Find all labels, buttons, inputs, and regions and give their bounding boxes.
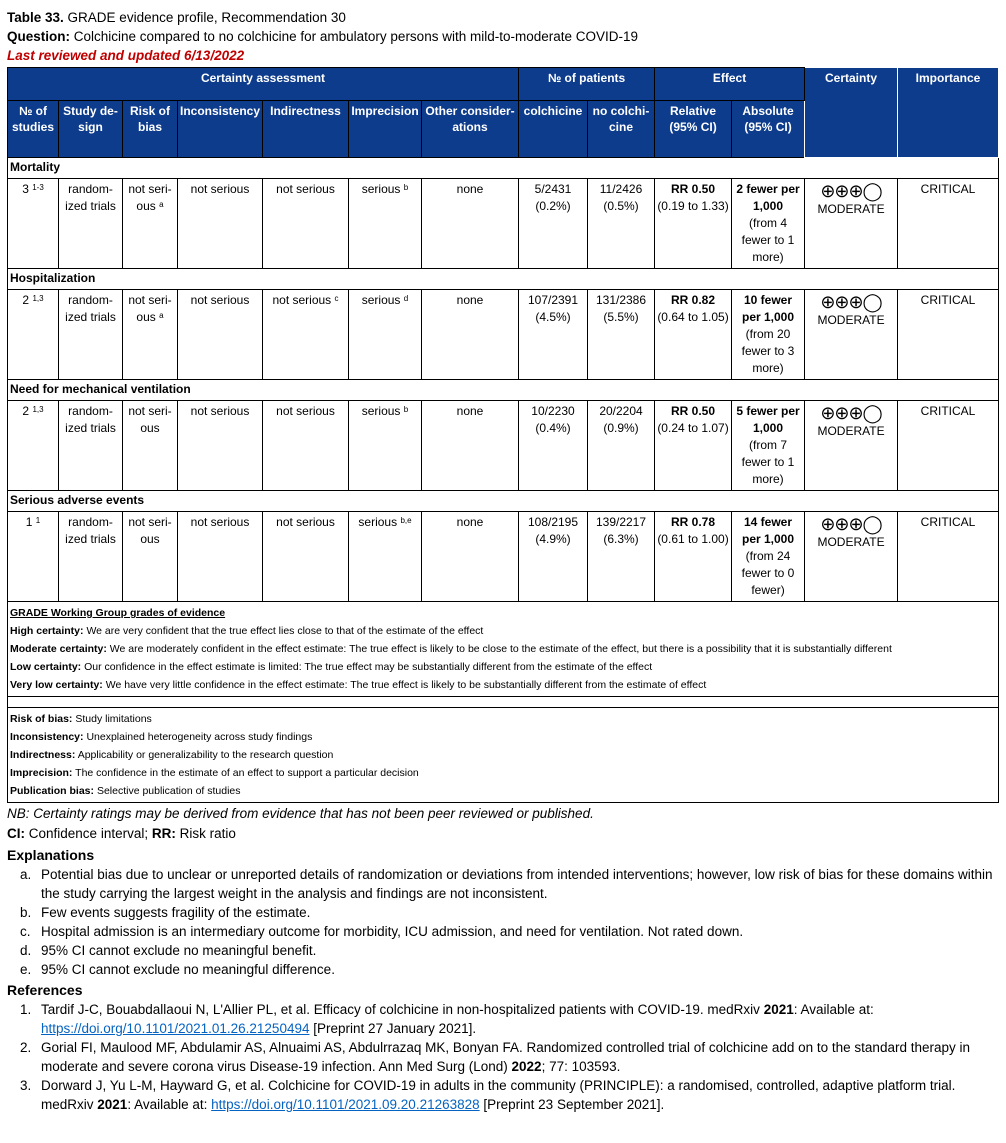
footnote-marker: c (334, 294, 339, 303)
study-design-cell (59, 290, 123, 380)
evidence-profile-table (7, 67, 999, 803)
reference-text: Gorial FI, Maulood MF, Abdulamir AS, Alnuaimi AS, Abdulrrazaq MK, Bonyan FA. Randomized controlled trial of colchicine add on to the standard therapy in moderate and severe corona virus Disease-19 infection. Ann Med Surg (Lond) (41, 1040, 970, 1074)
certainty-symbols-icon: ⊕⊕⊕◯ (820, 292, 882, 312)
grade-text: We are very confident that the true effect lies close to that of the estimate of the effect (86, 625, 484, 637)
reference-year: 2021 (97, 1097, 128, 1112)
table-row (8, 512, 999, 602)
study-design-cell-text: random-ized trials (65, 293, 116, 324)
header-colchicine: colchicine (519, 101, 588, 158)
grade-moderate (10, 640, 996, 658)
reference-doi-link[interactable]: https://doi.org/10.1101/2021.01.26.21250494 (41, 1021, 310, 1036)
study-design-cell (59, 512, 123, 602)
def-imprecision (10, 764, 996, 782)
inconsistency-cell (178, 512, 263, 602)
no-colchicine-cell-text: 20/2204 (0.9%) (599, 404, 643, 435)
colchicine-cell (519, 512, 588, 602)
imprecision-cell-text: serious (361, 404, 401, 418)
indirectness-cell (263, 512, 349, 602)
relative-rr: RR 0.78 (671, 515, 716, 529)
explanation-text: Potential bias due to unclear or unreported details of randomization or deviations from intended interventions; however, low risk of bias for these domains within the study carrying the largest weight in the analysis and findings are not inconsistent. (41, 867, 993, 901)
absolute-ci: (from 24 fewer to 0 fewer) (741, 549, 795, 597)
explanation-item (7, 941, 998, 960)
footnote-marker: a (159, 200, 164, 209)
def-text: Applicability or generalizability to the research question (77, 749, 334, 761)
n-studies-cell (8, 401, 59, 491)
reference-marker: 1. (20, 1002, 32, 1017)
inconsistency-cell-text: not serious (190, 293, 250, 307)
indirectness-cell-text: not serious (276, 515, 335, 529)
colchicine-cell-text: 107/2391 (4.5%) (527, 293, 579, 324)
inconsistency-cell-text: not serious (190, 182, 250, 196)
domain-definitions-box (8, 708, 999, 803)
grade-text: We are moderately confident in the effect estimate: The true effect is likely to be close to the estimate of the effect, but there is a possibility that it is substantially different (109, 643, 892, 655)
n-studies-cell-text: 1 (25, 515, 33, 529)
indirectness-cell-text: not serious (276, 182, 335, 196)
importance-cell (898, 512, 999, 602)
reference-item (7, 1038, 998, 1076)
header-effect: Effect (655, 68, 805, 101)
absolute-ci: (from 20 fewer to 3 more) (741, 327, 795, 375)
imprecision-cell (349, 179, 422, 269)
footnote-marker: a (159, 311, 164, 320)
explanation-marker: c. (20, 924, 31, 939)
certainty-symbols-icon: ⊕⊕⊕◯ (820, 403, 882, 423)
table-caption (7, 8, 998, 27)
importance-cell-text: CRITICAL (920, 404, 976, 418)
inconsistency-cell-text: not serious (190, 515, 250, 529)
relative-rr: RR 0.82 (671, 293, 716, 307)
explanation-text: Few events suggests fragility of the estimate. (41, 905, 311, 920)
header-imprecision: Imprecision (349, 101, 422, 158)
absolute-ci: (from 7 fewer to 1 more) (741, 438, 795, 486)
no-colchicine-cell-text: 139/2217 (6.3%) (595, 515, 647, 546)
relative-cell (655, 179, 732, 269)
colchicine-cell-text: 10/2230 (0.4%) (531, 404, 575, 435)
header-risk-of-bias: Risk of bias (123, 101, 178, 158)
no-colchicine-cell (588, 401, 655, 491)
reference-item (7, 1076, 998, 1114)
references-title: References (7, 982, 83, 998)
reference-detail: : Available at: (127, 1097, 208, 1112)
indirectness-cell (263, 179, 349, 269)
n-studies-cell-text: 3 (22, 182, 29, 196)
header-relative: Relative (95% CI) (655, 101, 732, 158)
reference-text: Tardif J-C, Bouabdallaoui N, L'Allier PL, et al. Efficacy of colchicine in non-hospitalized patients with COVID-19. medRxiv (41, 1002, 760, 1017)
indirectness-cell-text: not serious (276, 404, 335, 418)
absolute-cell (732, 401, 805, 491)
study-design-cell (59, 401, 123, 491)
certainty-symbols-icon: ⊕⊕⊕◯ (820, 514, 882, 534)
risk-of-bias-cell (123, 290, 178, 380)
no-colchicine-cell (588, 179, 655, 269)
reference-marker: 3. (20, 1078, 32, 1093)
reference-year: 2022 (511, 1059, 542, 1074)
explanations-list (7, 865, 998, 979)
header-importance: Importance (898, 68, 999, 158)
relative-ci: (0.19 to 1.33) (657, 199, 729, 213)
absolute-main: 2 fewer per 1,000 (736, 182, 800, 213)
inconsistency-cell-text: not serious (190, 404, 250, 418)
inconsistency-cell (178, 290, 263, 380)
colchicine-cell (519, 401, 588, 491)
grade-label: Moderate certainty: (10, 643, 107, 655)
reference-preprint-note: [Preprint 27 January 2021]. (313, 1021, 477, 1036)
reference-year: 2021 (763, 1002, 794, 1017)
relative-cell (655, 401, 732, 491)
def-label: Inconsistency: (10, 731, 84, 743)
risk-of-bias-cell (123, 179, 178, 269)
outcome-header-row (8, 491, 999, 512)
reviewed-date: Last reviewed and updated 6/13/2022 (7, 48, 245, 63)
references-list (7, 1000, 998, 1114)
indirectness-cell (263, 290, 349, 380)
n-studies-cell (8, 512, 59, 602)
imprecision-cell-text: serious (361, 182, 401, 196)
def-label: Imprecision: (10, 767, 73, 779)
table-label: Table 33. (7, 10, 64, 25)
outcome-name: Serious adverse events (8, 491, 999, 512)
outcome-header-row (8, 158, 999, 179)
header-absolute: Absolute (95% CI) (732, 101, 805, 158)
explanation-text: 95% CI cannot exclude no meaningful benefit. (41, 943, 317, 958)
certainty-cell (805, 512, 898, 602)
footnote-marker: 1 (35, 516, 41, 525)
grade-text: Our confidence in the effect estimate is limited: The true effect may be substantially different from the estimate of the effect (84, 661, 653, 673)
question-label: Question: (7, 29, 70, 44)
indirectness-cell-text: not serious (272, 293, 332, 307)
other-considerations-cell-text: none (456, 404, 484, 418)
colchicine-cell (519, 179, 588, 269)
outcome-header-row (8, 269, 999, 290)
imprecision-cell (349, 401, 422, 491)
relative-cell (655, 290, 732, 380)
inconsistency-cell (178, 179, 263, 269)
inconsistency-cell (178, 401, 263, 491)
relative-ci: (0.24 to 1.07) (657, 421, 729, 435)
n-studies-cell-text: 2 (22, 293, 30, 307)
table-row (8, 179, 999, 269)
explanation-marker: d. (20, 943, 32, 958)
colchicine-cell (519, 290, 588, 380)
no-colchicine-cell (588, 290, 655, 380)
question-text: Colchicine compared to no colchicine for ambulatory persons with mild-to-moderate COVID-19 (73, 29, 639, 44)
def-text: Unexplained heterogeneity across study findings (86, 731, 313, 743)
certainty-label: MODERATE (817, 202, 885, 216)
footnote-marker: b,e (400, 516, 412, 525)
risk-of-bias-cell-text: not seri-ous (128, 182, 172, 213)
risk-of-bias-cell (123, 512, 178, 602)
reference-detail: : Available at: (793, 1002, 874, 1017)
grade-definitions-box (8, 602, 999, 697)
indirectness-cell (263, 401, 349, 491)
def-inconsistency (10, 728, 996, 746)
reference-text: Dorward J, Yu L-M, Hayward G, et al. Colchicine for COVID-19 in adults in the community (PRINCIPLE): a randomised, controlled, adaptive platform trial. medRxiv (41, 1078, 956, 1112)
header-patients: № of patients (519, 68, 655, 101)
other-considerations-cell-text: none (456, 182, 484, 196)
footnote-marker: 1,3 (32, 405, 44, 414)
outcome-name: Mortality (8, 158, 999, 179)
document (7, 8, 998, 1114)
def-text: The confidence in the estimate of an effect to support a particular decision (75, 767, 419, 779)
relative-rr: RR 0.50 (671, 404, 716, 418)
grade-text: We have very little confidence in the effect estimate: The true effect is likely to be substantially different from the estimate of effect (105, 679, 707, 691)
importance-cell (898, 179, 999, 269)
def-text: Selective publication of studies (96, 785, 241, 797)
imprecision-cell (349, 512, 422, 602)
risk-of-bias-cell (123, 401, 178, 491)
explanation-item (7, 865, 998, 903)
risk-of-bias-cell-text: not seri-ous (128, 404, 172, 435)
colchicine-cell-text: 108/2195 (4.9%) (527, 515, 579, 546)
def-risk-of-bias (10, 710, 996, 728)
explanation-item (7, 960, 998, 979)
other-considerations-cell (422, 401, 519, 491)
study-design-cell-text: random-ized trials (65, 404, 116, 435)
def-label: Indirectness: (10, 749, 76, 761)
explanation-marker: a. (20, 867, 32, 882)
rr-label: RR: (151, 826, 176, 841)
absolute-main: 5 fewer per 1,000 (736, 404, 800, 435)
def-label: Risk of bias: (10, 713, 73, 725)
relative-cell (655, 512, 732, 602)
absolute-cell (732, 179, 805, 269)
no-colchicine-cell-text: 131/2386 (5.5%) (595, 293, 647, 324)
imprecision-cell (349, 290, 422, 380)
ci-label: CI: (7, 826, 25, 841)
abbreviations (7, 824, 998, 844)
def-text: Study limitations (75, 713, 152, 725)
study-design-cell (59, 179, 123, 269)
absolute-cell (732, 512, 805, 602)
reference-item (7, 1000, 998, 1038)
importance-cell-text: CRITICAL (920, 515, 976, 529)
table-row (8, 290, 999, 380)
absolute-main: 10 fewer per 1,000 (741, 293, 795, 324)
header-study-design: Study de-sign (59, 101, 123, 158)
n-studies-cell-text: 2 (22, 404, 30, 418)
rr-text: Risk ratio (179, 826, 236, 841)
def-publication-bias (10, 782, 996, 800)
question (7, 27, 998, 46)
header-no-colchicine: no colchi-cine (588, 101, 655, 158)
absolute-main: 14 fewer per 1,000 (741, 515, 795, 546)
other-considerations-cell (422, 179, 519, 269)
def-label: Publication bias: (10, 785, 95, 797)
reference-detail: ; 77: 103593. (541, 1059, 621, 1074)
explanations-title: Explanations (7, 847, 95, 863)
colchicine-cell-text: 5/2431 (0.2%) (534, 182, 572, 213)
reference-doi-link[interactable]: https://doi.org/10.1101/2021.09.20.21263828 (211, 1097, 480, 1112)
explanation-marker: e. (20, 962, 32, 977)
other-considerations-cell-text: none (456, 293, 484, 307)
grade-label: Low certainty: (10, 661, 82, 673)
importance-cell (898, 401, 999, 491)
relative-ci: (0.61 to 1.00) (657, 532, 729, 546)
nb-note: NB: Certainty ratings may be derived from evidence that has not been peer reviewed or published. (7, 806, 594, 821)
footnote-marker: 1,3 (32, 294, 44, 303)
table-title: GRADE evidence profile, Recommendation 30 (67, 10, 346, 25)
explanation-text: 95% CI cannot exclude no meaningful difference. (41, 962, 335, 977)
other-considerations-cell-text: none (456, 515, 484, 529)
reference-preprint-note: [Preprint 23 September 2021]. (483, 1097, 665, 1112)
reference-marker: 2. (20, 1040, 32, 1055)
footnote-marker: 1-3 (32, 183, 44, 192)
other-considerations-cell (422, 290, 519, 380)
outcome-name: Need for mechanical ventilation (8, 380, 999, 401)
no-colchicine-cell-text: 11/2426 (0.5%) (599, 182, 643, 213)
certainty-cell (805, 290, 898, 380)
absolute-ci: (from 4 fewer to 1 more) (741, 216, 795, 264)
study-design-cell-text: random-ized trials (65, 182, 116, 213)
footnote-marker: b (403, 183, 409, 192)
grade-label: High certainty: (10, 625, 84, 637)
ci-text: Confidence interval; (28, 826, 149, 841)
outcome-name: Hospitalization (8, 269, 999, 290)
certainty-label: MODERATE (817, 424, 885, 438)
explanation-item (7, 922, 998, 941)
grade-high (10, 622, 996, 640)
footnote-marker: b (403, 405, 409, 414)
risk-of-bias-cell-text: not seri-ous (128, 293, 172, 324)
importance-cell-text: CRITICAL (920, 182, 976, 196)
header-n-studies: № of studies (8, 101, 59, 158)
footnote-marker: d (403, 294, 409, 303)
certainty-cell (805, 401, 898, 491)
certainty-cell (805, 179, 898, 269)
certainty-label: MODERATE (817, 535, 885, 549)
importance-cell-text: CRITICAL (920, 293, 976, 307)
header-certainty: Certainty (805, 68, 898, 158)
explanation-item (7, 903, 998, 922)
header-certainty-assessment: Certainty assessment (8, 68, 519, 101)
n-studies-cell (8, 179, 59, 269)
relative-ci: (0.64 to 1.05) (657, 310, 729, 324)
n-studies-cell (8, 290, 59, 380)
other-considerations-cell (422, 512, 519, 602)
importance-cell (898, 290, 999, 380)
imprecision-cell-text: serious (361, 293, 401, 307)
certainty-label: MODERATE (817, 313, 885, 327)
grade-label: Very low certainty: (10, 679, 103, 691)
explanation-text: Hospital admission is an intermediary outcome for morbidity, ICU admission, and need for ventilation. Not rated down. (41, 924, 744, 939)
def-indirectness (10, 746, 996, 764)
table-row (8, 401, 999, 491)
outcome-header-row (8, 380, 999, 401)
grades-title: GRADE Working Group grades of evidence (10, 607, 226, 619)
outcome-rows (8, 158, 999, 602)
absolute-cell (732, 290, 805, 380)
imprecision-cell-text: serious (358, 515, 398, 529)
no-colchicine-cell (588, 512, 655, 602)
grade-very-low (10, 676, 996, 694)
risk-of-bias-cell-text: not seri-ous (128, 515, 172, 546)
study-design-cell-text: random-ized trials (65, 515, 116, 546)
header-other-considerations: Other consider-ations (422, 101, 519, 158)
header-inconsistency: Inconsistency (178, 101, 263, 158)
relative-rr: RR 0.50 (671, 182, 716, 196)
header-indirectness: Indirectness (263, 101, 349, 158)
grade-low (10, 658, 996, 676)
explanation-marker: b. (20, 905, 32, 920)
certainty-symbols-icon: ⊕⊕⊕◯ (820, 181, 882, 201)
